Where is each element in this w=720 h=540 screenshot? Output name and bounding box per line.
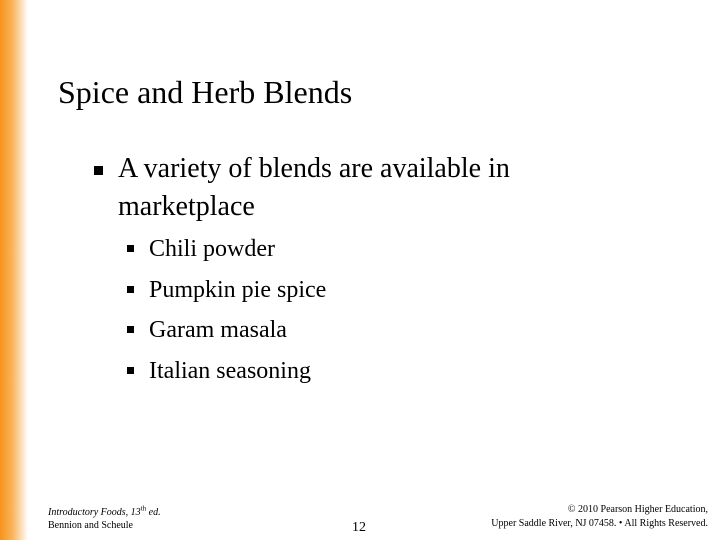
slide-title: Spice and Herb Blends [58,74,353,110]
page-number: 12 [352,520,366,535]
main-bullet-text: A variety of blends are available in marketplace [118,153,510,222]
square-bullet-icon [127,367,134,374]
square-bullet-icon [94,166,103,175]
copyright-line-1: © 2010 Pearson Higher Education, [567,504,708,515]
sub-bullet-item: Garam masala [149,317,287,343]
left-accent-bar [0,0,28,540]
footer-authors: Bennion and Scheule [48,520,133,531]
square-bullet-icon [127,286,134,293]
sub-bullet-item: Pumpkin pie spice [149,277,327,303]
sub-bullet-item: Chili powder [149,236,275,262]
footer-copyright [491,503,708,531]
footer-book-title: Introductory Foods, 13th ed. [48,504,161,518]
footer-citation [48,506,161,532]
square-bullet-icon [127,326,134,333]
sub-bullet-item: Italian seasoning [149,358,311,384]
square-bullet-icon [127,245,134,252]
copyright-line-2: Upper Saddle River, NJ 07458. • All Rights Reserved. [491,518,708,529]
